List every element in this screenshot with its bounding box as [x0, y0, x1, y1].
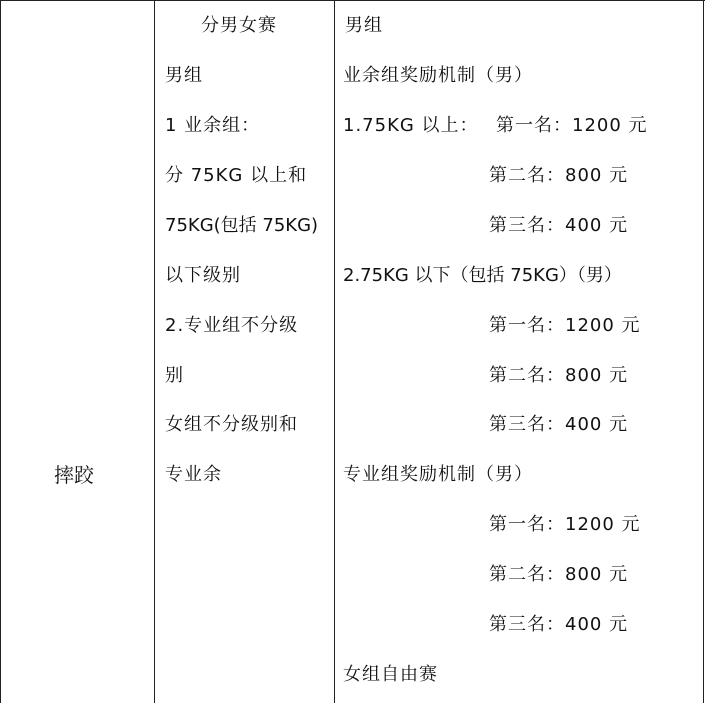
amateur-cat2-label: 2.75KG 以下（包括 75KG）（男） — [343, 265, 622, 286]
amateur-cat1-label: 1.75KG 以上： — [343, 115, 479, 136]
reward-men-group: 男组 — [345, 15, 383, 36]
pro-reward-title: 专业组奖励机制（男） — [343, 464, 533, 485]
format-amateur-line2: 75KG(包括 75KG) — [165, 215, 319, 236]
format-amateur-line3: 以下级别 — [165, 265, 241, 286]
format-women-line2: 专业余 — [165, 464, 222, 485]
format-pro-line2: 别 — [165, 365, 184, 386]
amateur-cat2-third: 第三名：400 元 — [489, 414, 629, 435]
amateur-cat1-first: 第一名：1200 元 — [496, 115, 648, 136]
amateur-cat1-second: 第二名：800 元 — [489, 165, 629, 186]
format-amateur-item: 1 业余组： — [165, 115, 261, 136]
format-pro-line1: 2.专业组不分级 — [165, 315, 299, 336]
pro-third: 第三名：400 元 — [489, 614, 629, 635]
format-header: 分男女赛 — [201, 15, 277, 36]
amateur-reward-title: 业余组奖励机制（男） — [343, 65, 533, 86]
format-amateur-line1: 分 75KG 以上和 — [165, 165, 308, 186]
pro-second: 第二名：800 元 — [489, 564, 629, 585]
table-right-border — [703, 0, 704, 703]
amateur-cat2-second: 第二名：800 元 — [489, 365, 629, 386]
format-men-group: 男组 — [165, 65, 203, 86]
amateur-cat2-first: 第一名：1200 元 — [489, 315, 641, 336]
pro-first: 第一名：1200 元 — [489, 514, 641, 535]
table-top-border — [0, 0, 705, 1]
column-divider-2 — [334, 0, 335, 703]
sport-name-cell: 摔跤 — [54, 463, 94, 487]
format-women-line1: 女组不分级别和 — [165, 414, 298, 435]
amateur-cat1-third: 第三名：400 元 — [489, 215, 629, 236]
column-divider-1 — [154, 0, 155, 703]
table-left-border — [0, 0, 1, 703]
women-free-match: 女组自由赛 — [343, 664, 438, 685]
